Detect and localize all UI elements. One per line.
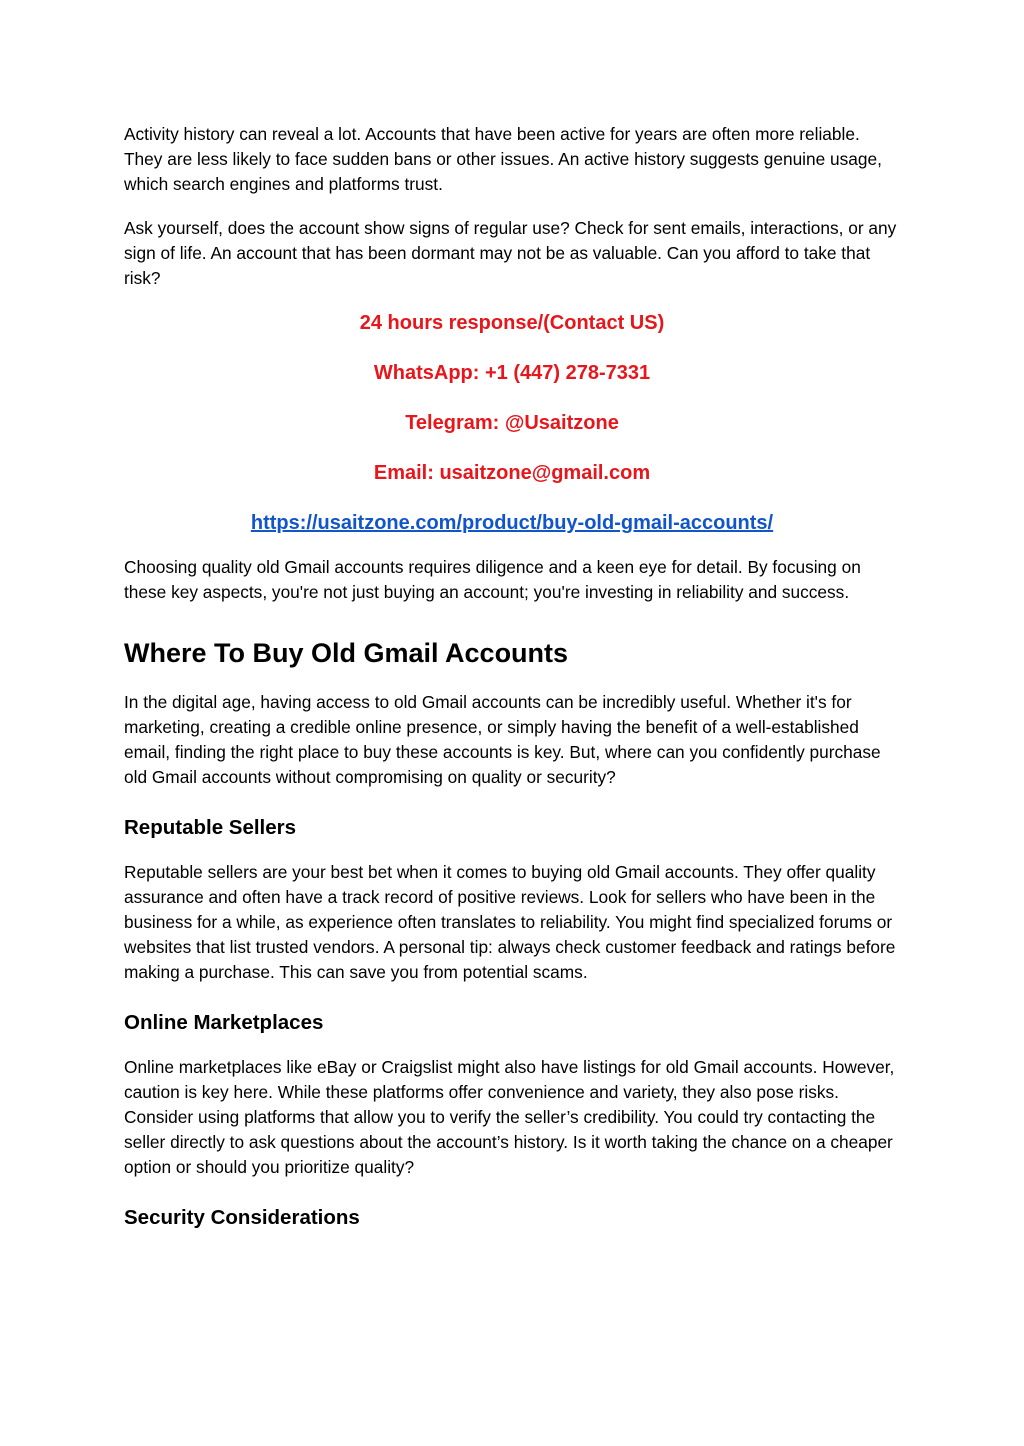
- contact-whatsapp: WhatsApp: +1 (447) 278-7331: [373, 362, 651, 384]
- heading-reputable-sellers: Reputable Sellers: [124, 816, 297, 839]
- contact-response: 24 hours response/(Contact US): [359, 312, 665, 334]
- paragraph-digital-age: In the digital age, having access to old Gmail accounts can be incredibly useful. Whether it's for marketing, creating a credible online presence, or simply having the benefit of a well-established email, finding the right place to buy these accounts is key. But, where can you confidently purchase old Gmail accounts without compromising on quality or security?: [124, 692, 881, 787]
- contact-email: Email: usaitzone@gmail.com: [373, 462, 651, 484]
- paragraph-online-marketplaces: Online marketplaces like eBay or Craigslist might also have listings for old Gmail accounts. However, caution is key here. While these platforms offer convenience and variety, they also pose risks. Consider using platforms that allow you to verify the seller’s credibility. You could try contacting the seller directly to ask questions about the account’s history. Is it worth taking the chance on a cheaper option or should you prioritize quality?: [124, 1057, 895, 1177]
- heading-online-marketplaces: Online Marketplaces: [124, 1011, 324, 1034]
- product-link[interactable]: https://usaitzone.com/product/buy-old-gmail-accounts/: [250, 512, 774, 534]
- heading-where-to-buy: Where To Buy Old Gmail Accounts: [124, 638, 569, 668]
- paragraph-activity-history: Activity history can reveal a lot. Accounts that have been active for years are often more reliable. They are less likely to face sudden bans or other issues. An active history suggests genuine usage, which search engines and platforms trust.: [124, 124, 882, 194]
- paragraph-ask-yourself: Ask yourself, does the account show signs of regular use? Check for sent emails, interactions, or any sign of life. An account that has been dormant may not be as valuable. Can you afford to take that risk?: [124, 218, 897, 288]
- contact-telegram: Telegram: @Usaitzone: [405, 412, 619, 434]
- product-link-line: [124, 510, 900, 536]
- paragraph-reputable-sellers: Reputable sellers are your best bet when it comes to buying old Gmail accounts. They offer quality assurance and often have a track record of positive reviews. Look for sellers who have been in the business for a while, as experience often translates to reliability. You might find specialized forums or websites that list trusted vendors. A personal tip: always check customer feedback and ratings before making a purchase. This can save you from potential scams.: [124, 862, 896, 982]
- document-page: [124, 122, 900, 1250]
- heading-security-considerations: Security Considerations: [124, 1206, 360, 1229]
- paragraph-choosing-quality: Choosing quality old Gmail accounts requires diligence and a keen eye for detail. By focusing on these key aspects, you're not just buying an account; you're investing in reliability and success.: [124, 557, 861, 602]
